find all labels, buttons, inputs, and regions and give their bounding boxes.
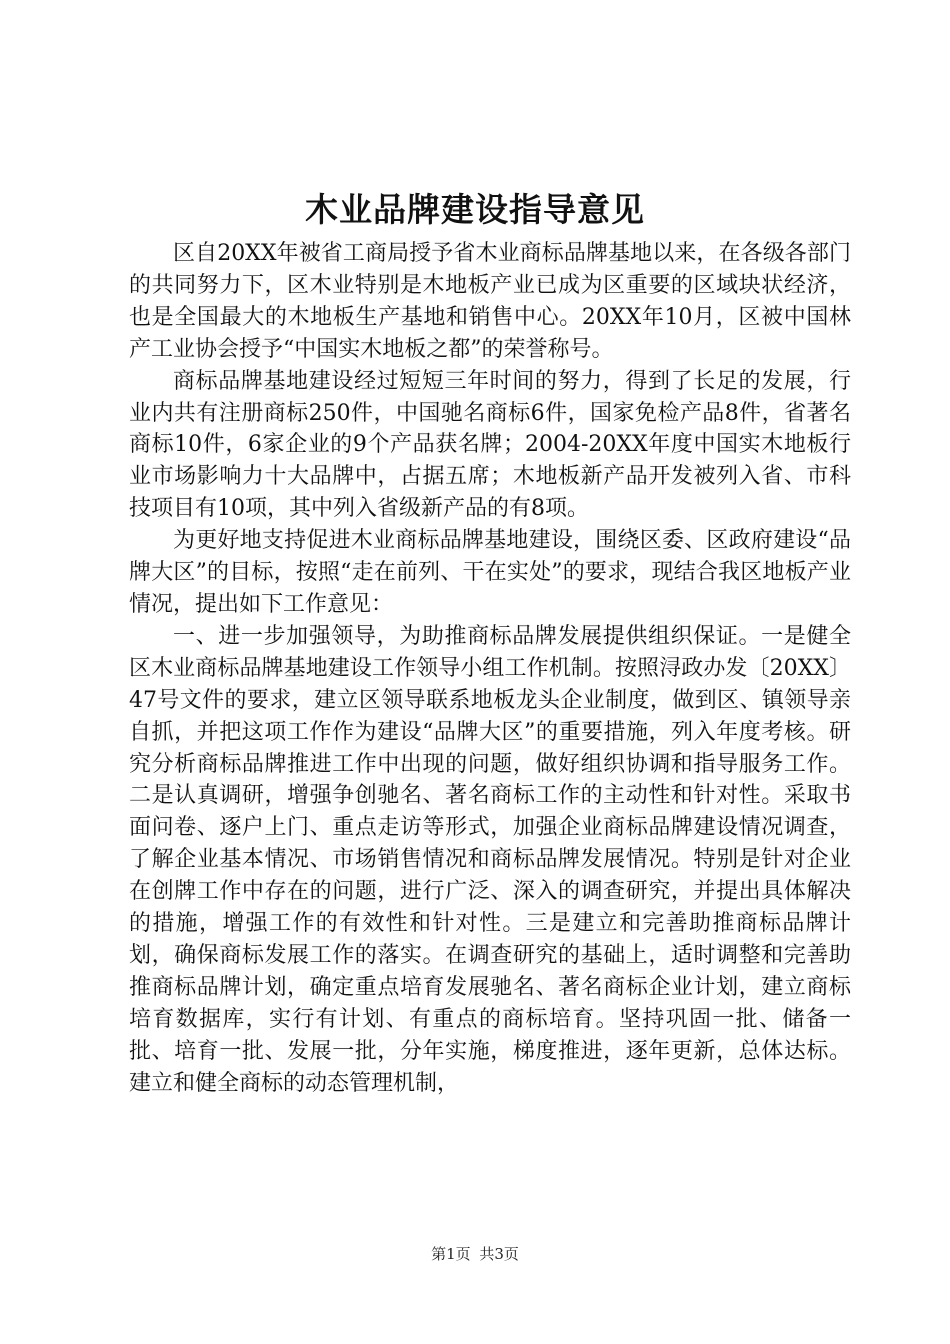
- page-total: 共3页: [479, 1245, 519, 1263]
- page-footer: [0, 1244, 950, 1264]
- paragraph-2: 商标品牌基地建设经过短短三年时间的努力，得到了长足的发展，行业内共有注册商标250件，中国驰名商标6件，国家免检产品8件，省著名商标10件，6家企业的9个产品获名牌；2004-20XX年度中国实木地板行业市场影响力十大品牌中，占据五席；木地板新产品开发被列入省、市科技项目有10项，其中列入省级新产品的有8项。: [129, 368, 851, 522]
- paragraph-1: 区自20XX年被省工商局授予省木业商标品牌基地以来，在各级各部门的共同努力下，区木业特别是木地板产业已成为区重要的区域块状经济，也是全国最大的木地板生产基地和销售中心。20XX年10月，区被中国林产工业协会授予“中国实木地板之都”的荣誉称号。: [129, 241, 851, 362]
- document-title: 木业品牌建设指导意见: [305, 190, 645, 229]
- paragraph-4: 一、进一步加强领导，为助推商标品牌发展提供组织保证。一是健全区木业商标品牌基地建设工作领导小组工作机制。按照浔政办发〔20XX〕47号文件的要求，建立区领导联系地板龙头企业制度，做到区、镇领导亲自抓，并把这项工作作为建设“品牌大区”的重要措施，列入年度考核。研究分析商标品牌推进工作中出现的问题，做好组织协调和指导服务工作。二是认真调研，增强争创驰名、著名商标工作的主动性和针对性。采取书面问卷、逐户上门、重点走访等形式，加强企业商标品牌建设情况调查，了解企业基本情况、市场销售情况和商标品牌发展情况。特别是针对企业在创牌工作中存在的问题，进行广泛、深入的调查研究，并提出具体解决的措施，增强工作的有效性和针对性。三是建立和完善助推商标品牌计划，确保商标发展工作的落实。在调查研究的基础上，适时调整和完善助推商标品牌计划，确定重点培育发展驰名、著名商标企业计划，建立商标培育数据库，实行有计划、有重点的商标培育。坚持巩固一批、储备一批、培育一批、发展一批，分年实施，梯度推进，逐年更新，总体达标。建立和健全商标的动态管理机制，: [129, 623, 851, 1096]
- page-number: 第1页: [431, 1245, 471, 1263]
- paragraph-3: 为更好地支持促进木业商标品牌基地建设，围绕区委、区政府建设“品牌大区”的目标，按照“走在前列、干在实处”的要求，现结合我区地板产业情况，提出如下工作意见：: [129, 528, 851, 617]
- document-body: [129, 238, 851, 1099]
